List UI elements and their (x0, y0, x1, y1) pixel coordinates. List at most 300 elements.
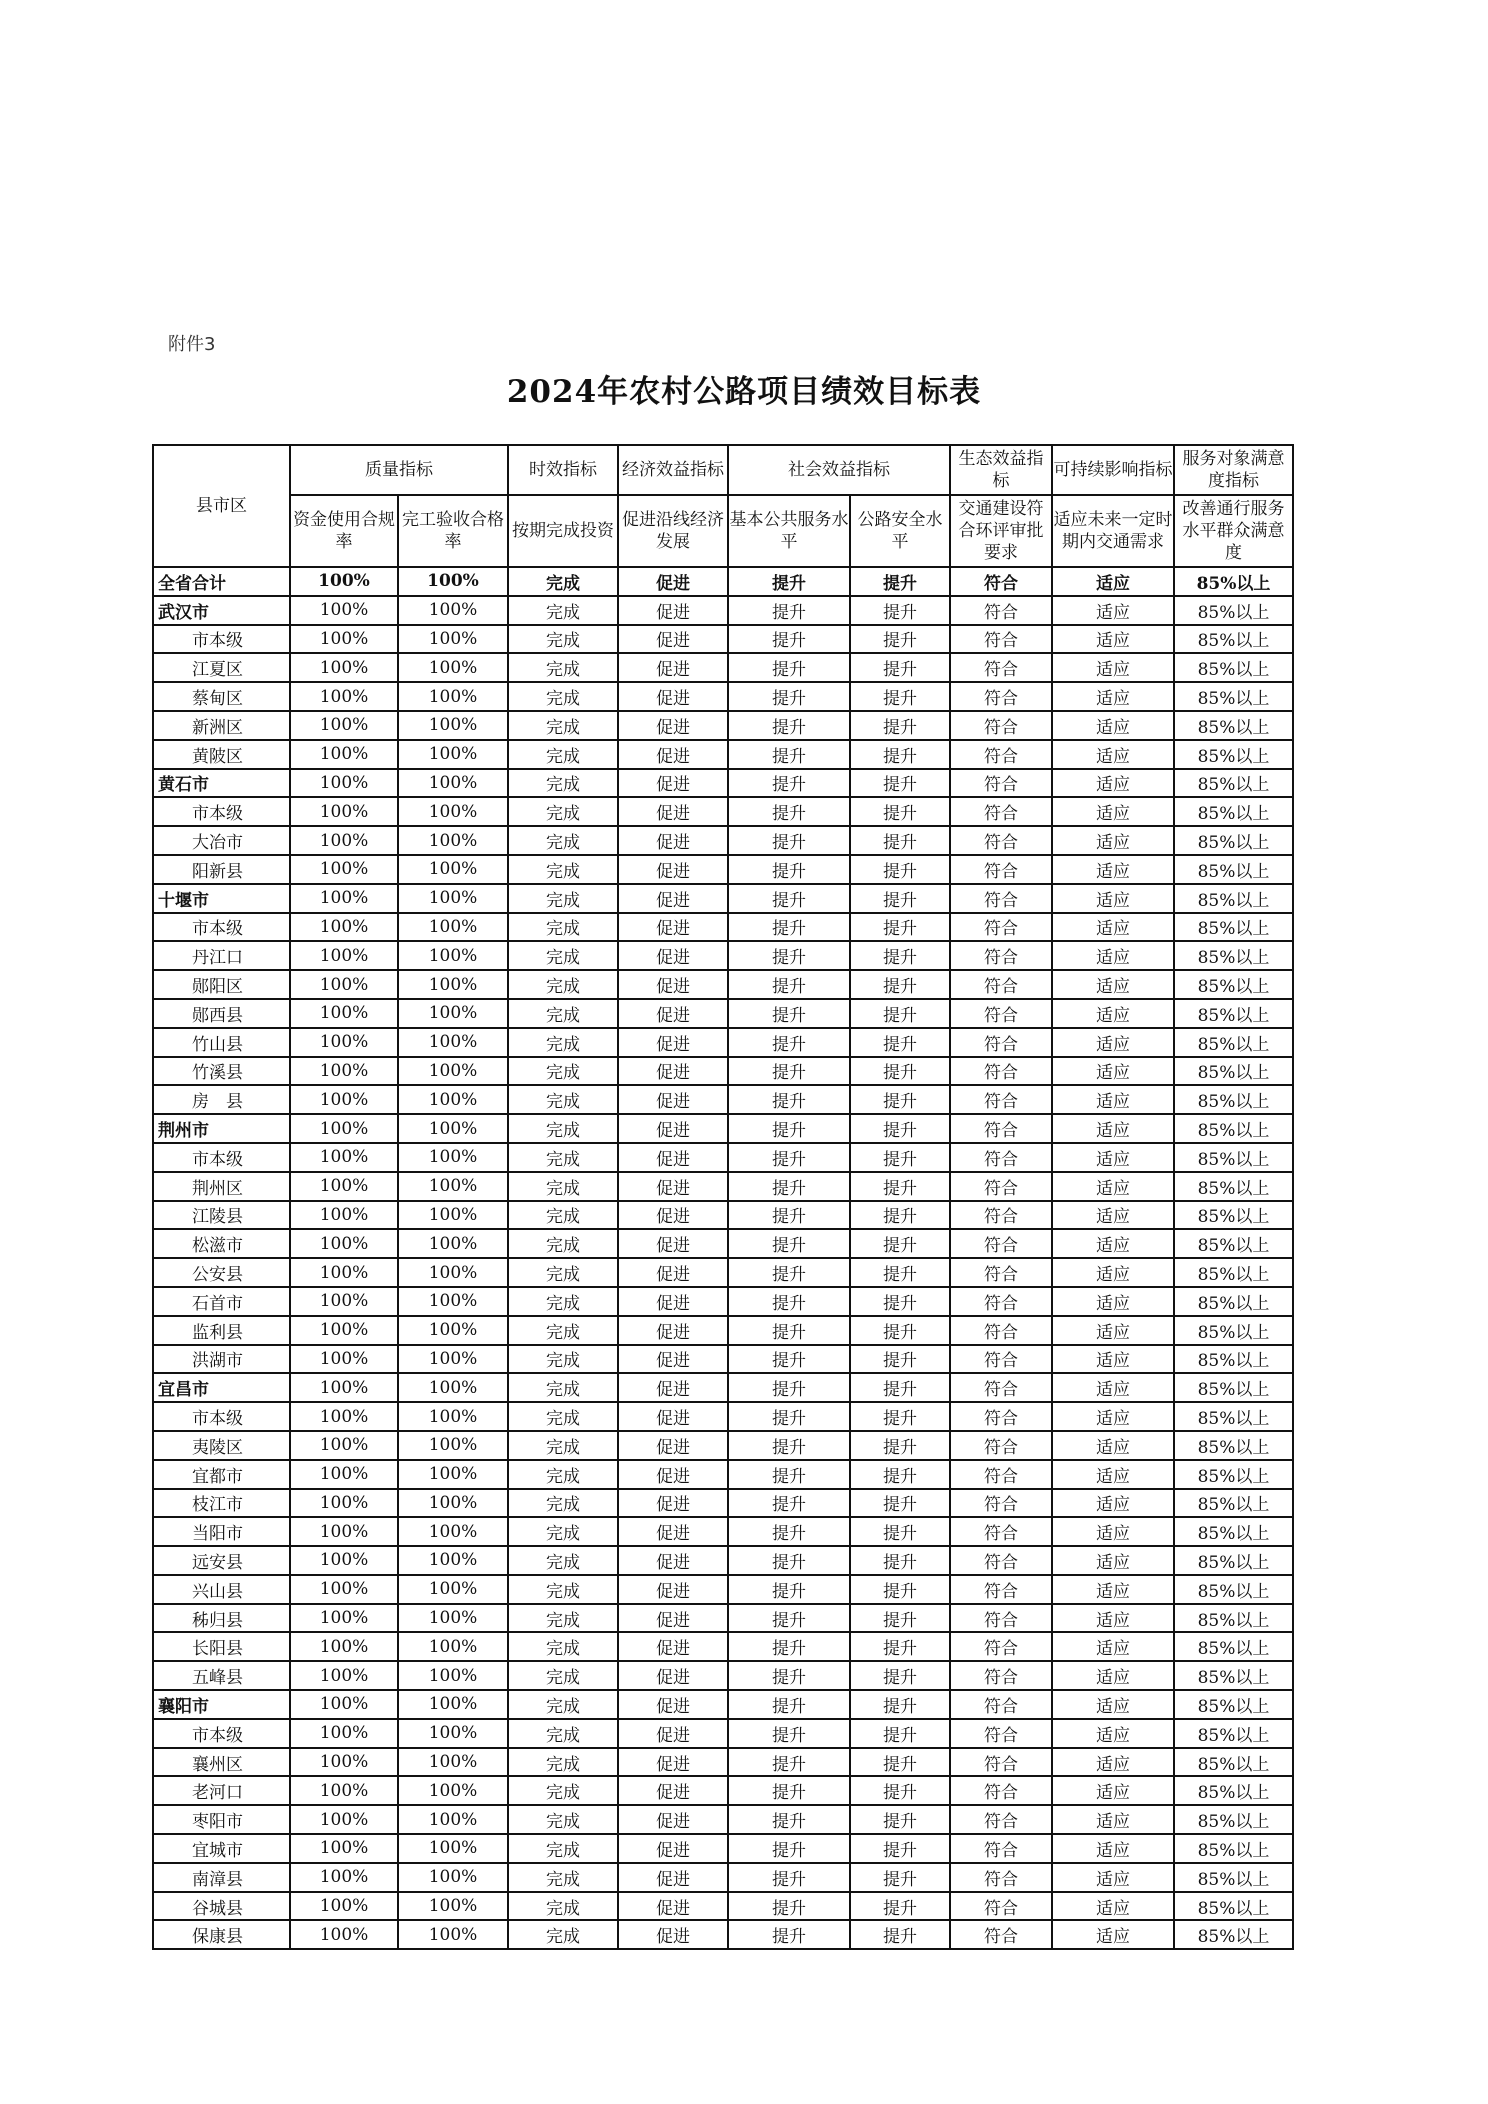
road-safety-cell: 提升 (850, 1085, 950, 1114)
traffic-demand-cell: 适应 (1052, 1719, 1174, 1748)
traffic-demand-cell: 适应 (1052, 941, 1174, 970)
fund-compliance-cell: 100% (290, 1402, 398, 1431)
acceptance-rate-cell: 100% (398, 1805, 508, 1834)
economic-development-cell: 促进 (618, 653, 728, 682)
environmental-cell: 符合 (950, 1892, 1052, 1921)
public-service-cell: 提升 (728, 567, 850, 596)
satisfaction-cell: 85%以上 (1174, 596, 1293, 625)
satisfaction-cell: 85%以上 (1174, 826, 1293, 855)
region-name-cell: 宜昌市 (153, 1373, 290, 1402)
region-name-cell: 保康县 (153, 1920, 290, 1949)
table-row (153, 1604, 1293, 1633)
table-row (153, 711, 1293, 740)
fund-compliance-cell: 100% (290, 826, 398, 855)
environmental-cell: 符合 (950, 1057, 1052, 1086)
table-row (153, 1834, 1293, 1863)
table-row (153, 1316, 1293, 1345)
public-service-cell: 提升 (728, 711, 850, 740)
road-safety-cell: 提升 (850, 682, 950, 711)
region-name-cell: 荆州市 (153, 1114, 290, 1143)
public-service-cell: 提升 (728, 1719, 850, 1748)
traffic-demand-cell: 适应 (1052, 567, 1174, 596)
table-row (153, 855, 1293, 884)
on-time-investment-cell: 完成 (508, 1345, 618, 1374)
road-safety-cell: 提升 (850, 1057, 950, 1086)
on-time-investment-cell: 完成 (508, 1863, 618, 1892)
satisfaction-cell: 85%以上 (1174, 1431, 1293, 1460)
on-time-investment-cell: 完成 (508, 1460, 618, 1489)
traffic-demand-cell: 适应 (1052, 1373, 1174, 1402)
economic-development-cell: 促进 (618, 1258, 728, 1287)
satisfaction-cell: 85%以上 (1174, 1920, 1293, 1949)
traffic-demand-cell: 适应 (1052, 769, 1174, 798)
economic-development-cell: 促进 (618, 1489, 728, 1518)
public-service-cell: 提升 (728, 855, 850, 884)
environmental-cell: 符合 (950, 1402, 1052, 1431)
table-row (153, 1920, 1293, 1949)
fund-compliance-cell: 100% (290, 1345, 398, 1374)
environmental-cell: 符合 (950, 1748, 1052, 1777)
region-name-cell: 十堰市 (153, 884, 290, 913)
on-time-investment-cell: 完成 (508, 769, 618, 798)
fund-compliance-cell: 100% (290, 1892, 398, 1921)
traffic-demand-cell: 适应 (1052, 1143, 1174, 1172)
fund-compliance-cell: 100% (290, 653, 398, 682)
environmental-cell: 符合 (950, 596, 1052, 625)
road-safety-cell: 提升 (850, 1517, 950, 1546)
traffic-demand-cell: 适应 (1052, 1258, 1174, 1287)
traffic-demand-cell: 适应 (1052, 1085, 1174, 1114)
page-title: 2024年农村公路项目绩效目标表 (506, 374, 982, 410)
on-time-investment-cell: 完成 (508, 1172, 618, 1201)
fund-compliance-cell: 100% (290, 1546, 398, 1575)
on-time-investment-cell: 完成 (508, 567, 618, 596)
public-service-cell: 提升 (728, 1517, 850, 1546)
performance-target-table (152, 444, 1294, 1950)
fund-compliance-cell: 100% (290, 1834, 398, 1863)
on-time-investment-cell: 完成 (508, 941, 618, 970)
economic-development-cell: 促进 (618, 1748, 728, 1777)
region-name-cell: 大冶市 (153, 826, 290, 855)
region-name-cell: 当阳市 (153, 1517, 290, 1546)
fund-compliance-cell: 100% (290, 1085, 398, 1114)
traffic-demand-cell: 适应 (1052, 1489, 1174, 1518)
acceptance-rate-cell: 100% (398, 884, 508, 913)
on-time-investment-cell: 完成 (508, 1719, 618, 1748)
public-service-cell: 提升 (728, 1604, 850, 1633)
satisfaction-cell: 85%以上 (1174, 1892, 1293, 1921)
fund-compliance-cell: 100% (290, 1287, 398, 1316)
public-service-cell: 提升 (728, 999, 850, 1028)
traffic-demand-cell: 适应 (1052, 1517, 1174, 1546)
region-name-cell: 南漳县 (153, 1863, 290, 1892)
header-col-on-time-investment: 按期完成投资 (508, 495, 618, 567)
satisfaction-cell: 85%以上 (1174, 1517, 1293, 1546)
road-safety-cell: 提升 (850, 1834, 950, 1863)
traffic-demand-cell: 适应 (1052, 1402, 1174, 1431)
table-row (153, 1489, 1293, 1518)
header-col-traffic-demand: 适应未来一定时期内交通需求 (1052, 495, 1174, 567)
acceptance-rate-cell: 100% (398, 913, 508, 942)
road-safety-cell: 提升 (850, 625, 950, 654)
traffic-demand-cell: 适应 (1052, 1546, 1174, 1575)
road-safety-cell: 提升 (850, 913, 950, 942)
road-safety-cell: 提升 (850, 711, 950, 740)
fund-compliance-cell: 100% (290, 970, 398, 999)
on-time-investment-cell: 完成 (508, 970, 618, 999)
road-safety-cell: 提升 (850, 1546, 950, 1575)
economic-development-cell: 促进 (618, 999, 728, 1028)
satisfaction-cell: 85%以上 (1174, 1057, 1293, 1086)
public-service-cell: 提升 (728, 1632, 850, 1661)
region-name-cell: 蔡甸区 (153, 682, 290, 711)
road-safety-cell: 提升 (850, 1489, 950, 1518)
environmental-cell: 符合 (950, 1028, 1052, 1057)
satisfaction-cell: 85%以上 (1174, 653, 1293, 682)
acceptance-rate-cell: 100% (398, 1690, 508, 1719)
satisfaction-cell: 85%以上 (1174, 1776, 1293, 1805)
region-name-cell: 远安县 (153, 1546, 290, 1575)
acceptance-rate-cell: 100% (398, 855, 508, 884)
public-service-cell: 提升 (728, 970, 850, 999)
fund-compliance-cell: 100% (290, 1748, 398, 1777)
satisfaction-cell: 85%以上 (1174, 1719, 1293, 1748)
on-time-investment-cell: 完成 (508, 711, 618, 740)
region-name-cell: 竹溪县 (153, 1057, 290, 1086)
header-col-economic-development: 促进沿线经济发展 (618, 495, 728, 567)
satisfaction-cell: 85%以上 (1174, 999, 1293, 1028)
economic-development-cell: 促进 (618, 913, 728, 942)
acceptance-rate-cell: 100% (398, 1489, 508, 1518)
environmental-cell: 符合 (950, 1201, 1052, 1230)
traffic-demand-cell: 适应 (1052, 999, 1174, 1028)
satisfaction-cell: 85%以上 (1174, 1287, 1293, 1316)
environmental-cell: 符合 (950, 1834, 1052, 1863)
satisfaction-cell: 85%以上 (1174, 941, 1293, 970)
road-safety-cell: 提升 (850, 797, 950, 826)
satisfaction-cell: 85%以上 (1174, 1201, 1293, 1230)
on-time-investment-cell: 完成 (508, 1229, 618, 1258)
traffic-demand-cell: 适应 (1052, 1604, 1174, 1633)
header-group-ecological: 生态效益指标 (950, 445, 1052, 495)
public-service-cell: 提升 (728, 1287, 850, 1316)
on-time-investment-cell: 完成 (508, 1431, 618, 1460)
acceptance-rate-cell: 100% (398, 1517, 508, 1546)
table-row (153, 1201, 1293, 1230)
acceptance-rate-cell: 100% (398, 1863, 508, 1892)
traffic-demand-cell: 适应 (1052, 1632, 1174, 1661)
acceptance-rate-cell: 100% (398, 1057, 508, 1086)
fund-compliance-cell: 100% (290, 1489, 398, 1518)
satisfaction-cell: 85%以上 (1174, 567, 1293, 596)
road-safety-cell: 提升 (850, 596, 950, 625)
table-row (153, 740, 1293, 769)
table-row (153, 1892, 1293, 1921)
on-time-investment-cell: 完成 (508, 913, 618, 942)
public-service-cell: 提升 (728, 1690, 850, 1719)
region-name-cell: 松滋市 (153, 1229, 290, 1258)
traffic-demand-cell: 适应 (1052, 625, 1174, 654)
traffic-demand-cell: 适应 (1052, 1834, 1174, 1863)
environmental-cell: 符合 (950, 625, 1052, 654)
economic-development-cell: 促进 (618, 596, 728, 625)
table-row (153, 826, 1293, 855)
environmental-cell: 符合 (950, 1863, 1052, 1892)
traffic-demand-cell: 适应 (1052, 1201, 1174, 1230)
region-name-cell: 襄阳市 (153, 1690, 290, 1719)
acceptance-rate-cell: 100% (398, 1258, 508, 1287)
acceptance-rate-cell: 100% (398, 1431, 508, 1460)
satisfaction-cell: 85%以上 (1174, 1143, 1293, 1172)
region-name-cell: 襄州区 (153, 1748, 290, 1777)
fund-compliance-cell: 100% (290, 913, 398, 942)
fund-compliance-cell: 100% (290, 625, 398, 654)
fund-compliance-cell: 100% (290, 1172, 398, 1201)
economic-development-cell: 促进 (618, 1834, 728, 1863)
fund-compliance-cell: 100% (290, 1057, 398, 1086)
table-row (153, 1546, 1293, 1575)
acceptance-rate-cell: 100% (398, 941, 508, 970)
region-name-cell: 谷城县 (153, 1892, 290, 1921)
economic-development-cell: 促进 (618, 1719, 728, 1748)
economic-development-cell: 促进 (618, 1863, 728, 1892)
on-time-investment-cell: 完成 (508, 1057, 618, 1086)
traffic-demand-cell: 适应 (1052, 1460, 1174, 1489)
traffic-demand-cell: 适应 (1052, 1114, 1174, 1143)
satisfaction-cell: 85%以上 (1174, 769, 1293, 798)
region-name-cell: 市本级 (153, 1719, 290, 1748)
fund-compliance-cell: 100% (290, 740, 398, 769)
economic-development-cell: 促进 (618, 1201, 728, 1230)
table-row (153, 1748, 1293, 1777)
acceptance-rate-cell: 100% (398, 625, 508, 654)
road-safety-cell: 提升 (850, 855, 950, 884)
fund-compliance-cell: 100% (290, 1460, 398, 1489)
economic-development-cell: 促进 (618, 1431, 728, 1460)
acceptance-rate-cell: 100% (398, 1460, 508, 1489)
economic-development-cell: 促进 (618, 1345, 728, 1374)
economic-development-cell: 促进 (618, 1057, 728, 1086)
public-service-cell: 提升 (728, 1316, 850, 1345)
public-service-cell: 提升 (728, 1402, 850, 1431)
economic-development-cell: 促进 (618, 1632, 728, 1661)
region-name-cell: 枝江市 (153, 1489, 290, 1518)
on-time-investment-cell: 完成 (508, 1517, 618, 1546)
environmental-cell: 符合 (950, 1460, 1052, 1489)
road-safety-cell: 提升 (850, 1748, 950, 1777)
environmental-cell: 符合 (950, 913, 1052, 942)
on-time-investment-cell: 完成 (508, 1201, 618, 1230)
environmental-cell: 符合 (950, 1229, 1052, 1258)
economic-development-cell: 促进 (618, 1661, 728, 1690)
satisfaction-cell: 85%以上 (1174, 1460, 1293, 1489)
on-time-investment-cell: 完成 (508, 1690, 618, 1719)
on-time-investment-cell: 完成 (508, 1892, 618, 1921)
environmental-cell: 符合 (950, 999, 1052, 1028)
acceptance-rate-cell: 100% (398, 1287, 508, 1316)
on-time-investment-cell: 完成 (508, 1834, 618, 1863)
table-row (153, 1057, 1293, 1086)
public-service-cell: 提升 (728, 1776, 850, 1805)
table-row (153, 1863, 1293, 1892)
on-time-investment-cell: 完成 (508, 1287, 618, 1316)
satisfaction-cell: 85%以上 (1174, 711, 1293, 740)
satisfaction-cell: 85%以上 (1174, 1575, 1293, 1604)
economic-development-cell: 促进 (618, 941, 728, 970)
road-safety-cell: 提升 (850, 1920, 950, 1949)
traffic-demand-cell: 适应 (1052, 970, 1174, 999)
economic-development-cell: 促进 (618, 682, 728, 711)
table-row (153, 797, 1293, 826)
road-safety-cell: 提升 (850, 1373, 950, 1402)
region-name-cell: 黄石市 (153, 769, 290, 798)
table-row (153, 1143, 1293, 1172)
satisfaction-cell: 85%以上 (1174, 1258, 1293, 1287)
economic-development-cell: 促进 (618, 1575, 728, 1604)
public-service-cell: 提升 (728, 1172, 850, 1201)
acceptance-rate-cell: 100% (398, 1604, 508, 1633)
region-name-cell: 宜都市 (153, 1460, 290, 1489)
on-time-investment-cell: 完成 (508, 740, 618, 769)
satisfaction-cell: 85%以上 (1174, 1028, 1293, 1057)
region-name-cell: 长阳县 (153, 1632, 290, 1661)
satisfaction-cell: 85%以上 (1174, 740, 1293, 769)
economic-development-cell: 促进 (618, 1546, 728, 1575)
environmental-cell: 符合 (950, 1258, 1052, 1287)
acceptance-rate-cell: 100% (398, 1776, 508, 1805)
table-row (153, 625, 1293, 654)
table-row (153, 1431, 1293, 1460)
economic-development-cell: 促进 (618, 769, 728, 798)
economic-development-cell: 促进 (618, 740, 728, 769)
table-row (153, 596, 1293, 625)
table-row (153, 567, 1293, 596)
table-row (153, 1517, 1293, 1546)
acceptance-rate-cell: 100% (398, 1316, 508, 1345)
fund-compliance-cell: 100% (290, 1575, 398, 1604)
header-col-fund-compliance: 资金使用合规率 (290, 495, 398, 567)
traffic-demand-cell: 适应 (1052, 1229, 1174, 1258)
on-time-investment-cell: 完成 (508, 1604, 618, 1633)
traffic-demand-cell: 适应 (1052, 1805, 1174, 1834)
on-time-investment-cell: 完成 (508, 653, 618, 682)
header-col-acceptance-rate: 完工验收合格率 (398, 495, 508, 567)
environmental-cell: 符合 (950, 884, 1052, 913)
table-row (153, 913, 1293, 942)
acceptance-rate-cell: 100% (398, 1748, 508, 1777)
fund-compliance-cell: 100% (290, 567, 398, 596)
economic-development-cell: 促进 (618, 1028, 728, 1057)
public-service-cell: 提升 (728, 826, 850, 855)
road-safety-cell: 提升 (850, 1316, 950, 1345)
on-time-investment-cell: 完成 (508, 1114, 618, 1143)
road-safety-cell: 提升 (850, 941, 950, 970)
region-name-cell: 丹江口 (153, 941, 290, 970)
acceptance-rate-cell: 100% (398, 596, 508, 625)
region-name-cell: 江陵县 (153, 1201, 290, 1230)
acceptance-rate-cell: 100% (398, 1028, 508, 1057)
public-service-cell: 提升 (728, 941, 850, 970)
environmental-cell: 符合 (950, 1719, 1052, 1748)
traffic-demand-cell: 适应 (1052, 1057, 1174, 1086)
environmental-cell: 符合 (950, 1546, 1052, 1575)
public-service-cell: 提升 (728, 1834, 850, 1863)
satisfaction-cell: 85%以上 (1174, 1345, 1293, 1374)
traffic-demand-cell: 适应 (1052, 653, 1174, 682)
acceptance-rate-cell: 100% (398, 1546, 508, 1575)
public-service-cell: 提升 (728, 1229, 850, 1258)
acceptance-rate-cell: 100% (398, 1834, 508, 1863)
road-safety-cell: 提升 (850, 1201, 950, 1230)
economic-development-cell: 促进 (618, 826, 728, 855)
road-safety-cell: 提升 (850, 1114, 950, 1143)
header-group-satisfaction: 服务对象满意度指标 (1174, 445, 1293, 495)
region-name-cell: 公安县 (153, 1258, 290, 1287)
public-service-cell: 提升 (728, 1661, 850, 1690)
on-time-investment-cell: 完成 (508, 1373, 618, 1402)
region-name-cell: 兴山县 (153, 1575, 290, 1604)
table-row (153, 769, 1293, 798)
region-name-cell: 房 县 (153, 1085, 290, 1114)
public-service-cell: 提升 (728, 769, 850, 798)
environmental-cell: 符合 (950, 1690, 1052, 1719)
region-name-cell: 全省合计 (153, 567, 290, 596)
traffic-demand-cell: 适应 (1052, 855, 1174, 884)
road-safety-cell: 提升 (850, 884, 950, 913)
region-name-cell: 郧阳区 (153, 970, 290, 999)
table-row (153, 1632, 1293, 1661)
public-service-cell: 提升 (728, 1057, 850, 1086)
road-safety-cell: 提升 (850, 1661, 950, 1690)
on-time-investment-cell: 完成 (508, 596, 618, 625)
on-time-investment-cell: 完成 (508, 1920, 618, 1949)
economic-development-cell: 促进 (618, 1805, 728, 1834)
satisfaction-cell: 85%以上 (1174, 625, 1293, 654)
header-region: 县市区 (153, 445, 290, 567)
environmental-cell: 符合 (950, 1632, 1052, 1661)
public-service-cell: 提升 (728, 625, 850, 654)
economic-development-cell: 促进 (618, 711, 728, 740)
economic-development-cell: 促进 (618, 855, 728, 884)
environmental-cell: 符合 (950, 855, 1052, 884)
environmental-cell: 符合 (950, 1517, 1052, 1546)
on-time-investment-cell: 完成 (508, 855, 618, 884)
acceptance-rate-cell: 100% (398, 1920, 508, 1949)
table-row (153, 941, 1293, 970)
environmental-cell: 符合 (950, 1604, 1052, 1633)
on-time-investment-cell: 完成 (508, 682, 618, 711)
economic-development-cell: 促进 (618, 567, 728, 596)
economic-development-cell: 促进 (618, 1229, 728, 1258)
satisfaction-cell: 85%以上 (1174, 1604, 1293, 1633)
table-row (153, 1402, 1293, 1431)
satisfaction-cell: 85%以上 (1174, 1632, 1293, 1661)
on-time-investment-cell: 完成 (508, 1489, 618, 1518)
fund-compliance-cell: 100% (290, 769, 398, 798)
acceptance-rate-cell: 100% (398, 1114, 508, 1143)
fund-compliance-cell: 100% (290, 855, 398, 884)
fund-compliance-cell: 100% (290, 1920, 398, 1949)
table-row (153, 999, 1293, 1028)
environmental-cell: 符合 (950, 1661, 1052, 1690)
fund-compliance-cell: 100% (290, 1690, 398, 1719)
public-service-cell: 提升 (728, 1143, 850, 1172)
region-name-cell: 市本级 (153, 1143, 290, 1172)
region-name-cell: 荆州区 (153, 1172, 290, 1201)
environmental-cell: 符合 (950, 1431, 1052, 1460)
acceptance-rate-cell: 100% (398, 1085, 508, 1114)
satisfaction-cell: 85%以上 (1174, 1546, 1293, 1575)
